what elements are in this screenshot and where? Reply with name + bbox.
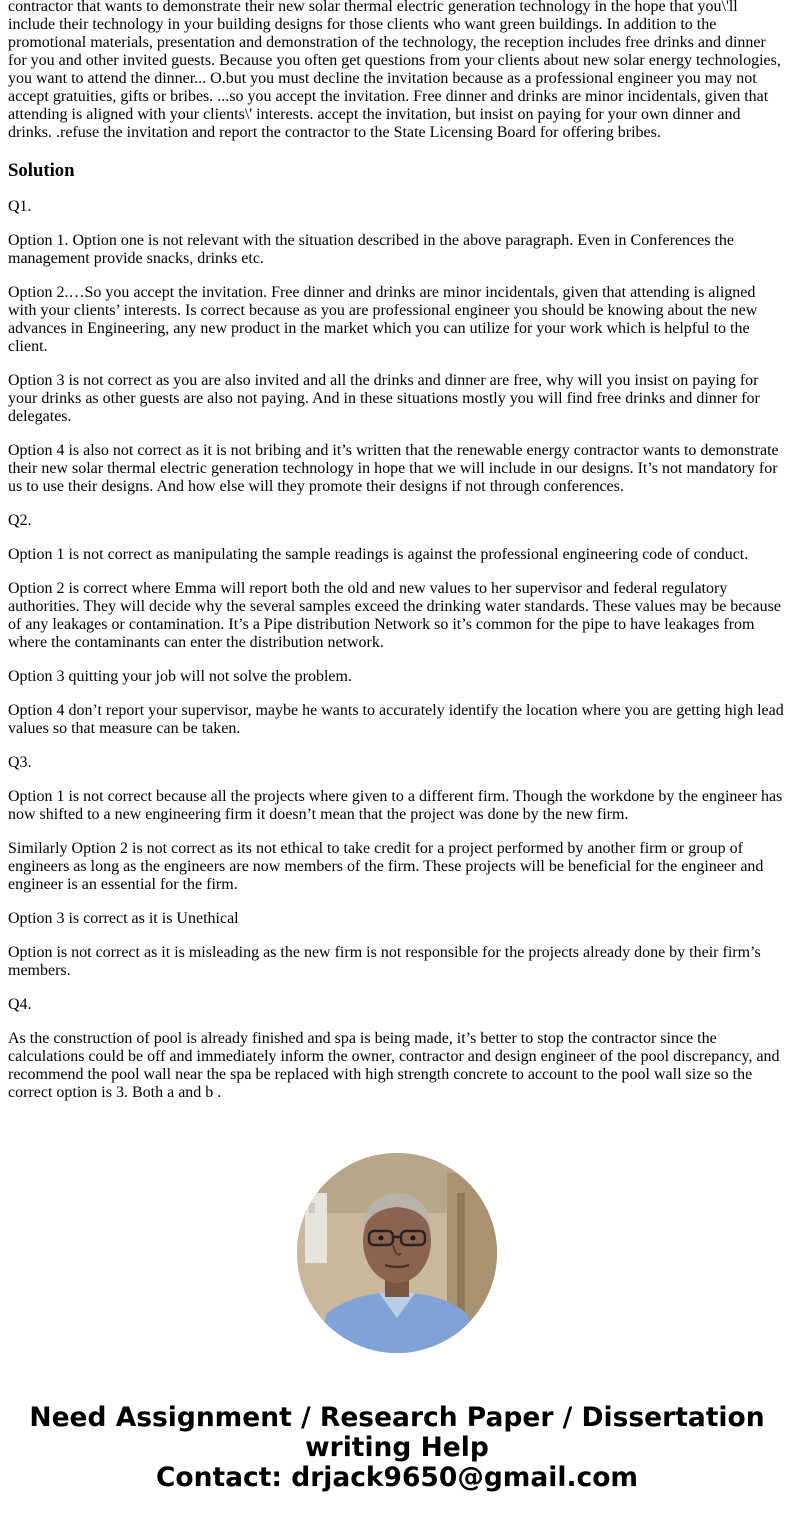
q2-option3-paragraph: Option 3 quitting your job will not solve the problem. <box>8 668 352 685</box>
person-portrait-icon <box>297 1153 497 1353</box>
contact-banner <box>0 1403 794 1493</box>
q1-label: Q1. <box>8 198 32 215</box>
q2-option1-paragraph: Option 1 is not correct as manipulating the sample readings is against the professional engineering code of conduct. <box>8 546 749 563</box>
q3-label: Q3. <box>8 754 32 771</box>
banner-line-1: Need Assignment / Research Paper / Dissertation <box>29 1402 765 1433</box>
q3-option1-paragraph: Option 1 is not correct because all the projects where given to a different firm. Though the workdone by the engineer has now shifted to a new engineering firm it doesn’t mean that the project was done by the new firm. <box>8 788 783 823</box>
q1-option1-paragraph: Option 1. Option one is not relevant with the situation described in the above paragraph. Even in Conferences the management provide snacks, drinks etc. <box>8 232 735 267</box>
banner-line-2: writing Help <box>305 1432 489 1463</box>
q3-option2-paragraph: Similarly Option 2 is not correct as its not ethical to take credit for a project performed by another firm or group of engineers as long as the engineers are now members of the firm. These projects will be beneficial for the engineer and engineer is an essential for the firm. <box>8 840 764 893</box>
question-intro-paragraph: contractor that wants to demonstrate their new solar thermal electric generation technology in the hope that you\'ll include their technology in your building designs for those clients who want green buildings. In addition to the promotional materials, presentation and demonstration of the technology, the reception includes free drinks and dinner for you and other invited guests. Because you often get questions from your clients about new solar energy technologies, you want to attend the dinner... O.but you must decline the invitation because as a professional engineer you may not accept gratuities, gifts or bribes. ...so you accept the invitation. Free dinner and drinks are minor incidentals, given that attending is aligned with your clients\' interests. accept the invitation, but insist on paying for your own dinner and drinks. .refuse the invitation and report the contractor to the State Licensing Board for offering bribes. <box>8 0 781 141</box>
q4-answer-paragraph: As the construction of pool is already finished and spa is being made, it’s better to stop the contractor since the calculations could be off and immediately inform the owner, contractor and design engineer of the pool discrepancy, and recommend the pool wall near the spa be replaced with high strength concrete to account to the pool wall size so the correct option is 3. Both a and b . <box>8 1030 780 1101</box>
q2-label: Q2. <box>8 512 32 529</box>
contact-email: Contact: drjack9650@gmail.com <box>155 1462 639 1493</box>
q3-option4-paragraph: Option is not correct as it is misleading as the new firm is not responsible for the projects already done by their firm’s members. <box>8 944 761 979</box>
author-avatar <box>297 1153 497 1353</box>
solution-heading: Solution <box>8 160 75 181</box>
q1-option4-paragraph: Option 4 is also not correct as it is not bribing and it’s written that the renewable energy contractor wants to demonstrate their new solar thermal electric generation technology in hope that we will include in our designs. It’s not mandatory for us to use their designs. And how else will they promote their designs if not through conferences. <box>8 442 779 495</box>
q4-label: Q4. <box>8 996 32 1013</box>
q2-option2-paragraph: Option 2 is correct where Emma will report both the old and new values to her supervisor and federal regulatory authorities. They will decide why the several samples exceed the drinking water standards. These values may be because of any leakages or contamination. It’s a Pipe distribution Network so it’s common for the pipe to have leakages from where the contaminants can enter the distribution network. <box>8 580 781 651</box>
q2-option4-paragraph: Option 4 don’t report your supervisor, maybe he wants to accurately identify the location where you are getting high lead values so that measure can be taken. <box>8 702 784 737</box>
q1-option3-paragraph: Option 3 is not correct as you are also invited and all the drinks and dinner are free, why will you insist on paying for your drinks as other guests are also not paying. And in these situations mostly you will find free drinks and dinner for delegates. <box>8 372 760 425</box>
document-body <box>8 0 786 1118</box>
q3-option3-paragraph: Option 3 is correct as it is Unethical <box>8 910 239 927</box>
q1-option2-paragraph: Option 2.…So you accept the invitation. Free dinner and drinks are minor incidentals, given that attending is aligned with your clients’ interests. Is correct because as you are professional engineer you should be knowing about the new advances in Engineering, any new product in the market which you can utilize for your work which is helpful to the client. <box>8 284 758 355</box>
